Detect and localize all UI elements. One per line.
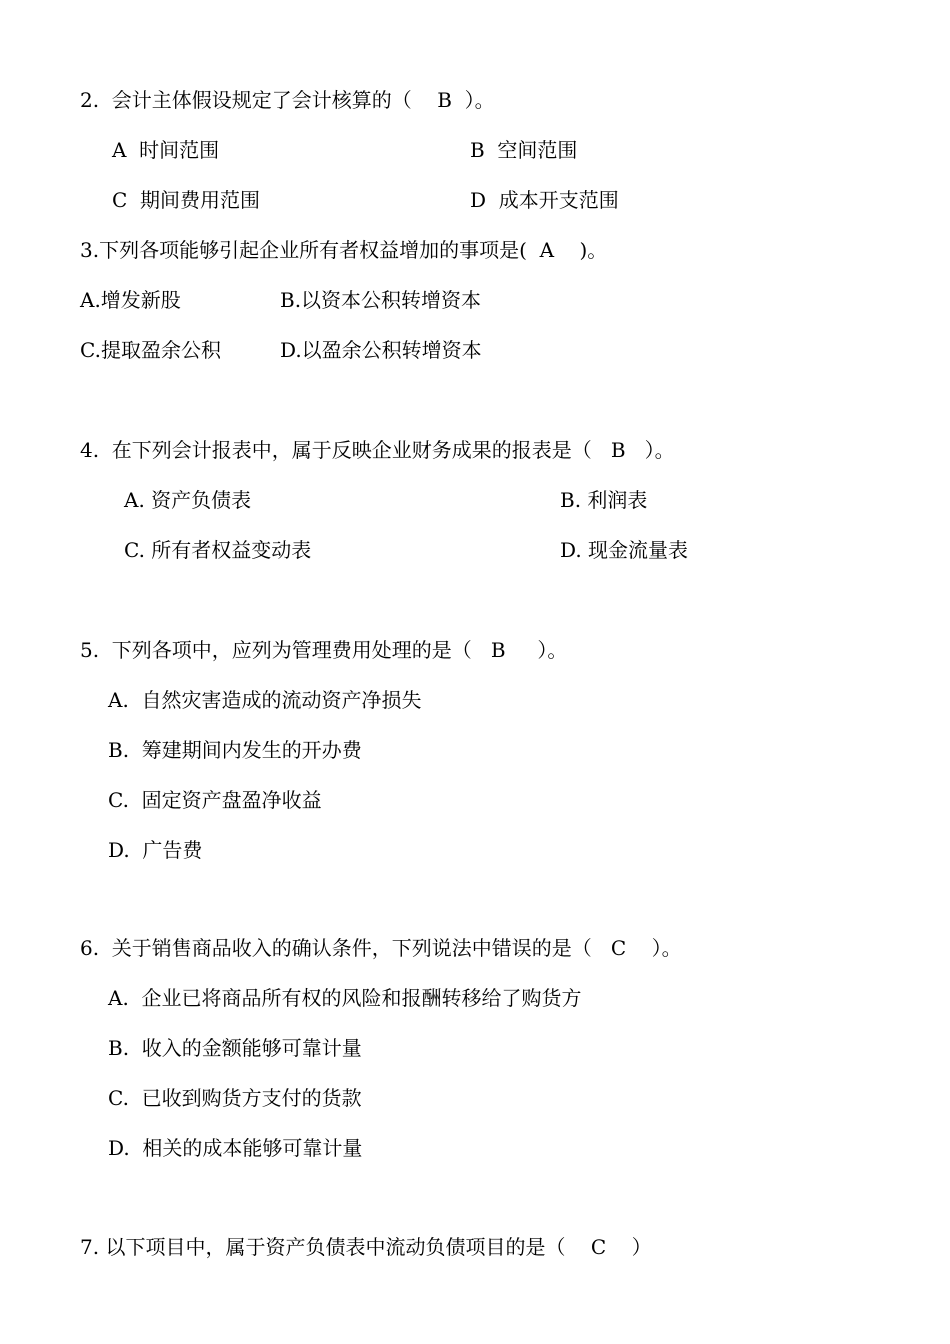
question-6-option-b: B. 收入的金额能够可靠计量	[108, 1036, 362, 1060]
question-2-option-b: B 空间范围	[470, 138, 578, 162]
question-3-option-d: D.以盈余公积转增资本	[280, 338, 482, 362]
question-4-stem: 4. 在下列会计报表中，属于反映企业财务成果的报表是（ B ）。	[80, 438, 675, 462]
question-3-option-b: B.以资本公积转增资本	[280, 288, 482, 312]
question-2-stem: 2. 会计主体假设规定了会计核算的（ B ）。	[80, 88, 495, 112]
question-5-option-d: D. 广告费	[108, 838, 203, 862]
question-3-option-c: C.提取盈余公积	[80, 338, 221, 362]
question-3-option-a: A.增发新股	[80, 288, 181, 312]
question-4-option-a: A. 资产负债表	[124, 488, 252, 512]
question-2-option-c: C 期间费用范围	[112, 188, 261, 212]
question-6-option-d: D. 相关的成本能够可靠计量	[108, 1136, 363, 1160]
question-5-stem: 5. 下列各项中，应列为管理费用处理的是（ B ）。	[80, 638, 568, 662]
question-6-stem: 6. 关于销售商品收入的确认条件，下列说法中错误的是（ C ）。	[80, 936, 682, 960]
question-5-option-b: B. 筹建期间内发生的开办费	[108, 738, 362, 762]
question-4-option-c: C. 所有者权益变动表	[124, 538, 312, 562]
question-3-stem: 3.下列各项能够引起企业所有者权益增加的事项是( A )。	[80, 238, 608, 262]
question-5-option-c: C. 固定资产盘盈净收益	[108, 788, 322, 812]
question-6-option-a: A. 企业已将商品所有权的风险和报酬转移给了购货方	[108, 986, 582, 1010]
question-7-stem: 7. 以下项目中，属于资产负债表中流动负债项目的是（ C ）	[80, 1235, 652, 1259]
question-2-option-d: D 成本开支范围	[470, 188, 619, 212]
question-6-option-c: C. 已收到购货方支付的货款	[108, 1086, 362, 1110]
question-4-option-d: D. 现金流量表	[560, 538, 689, 562]
question-5-option-a: A. 自然灾害造成的流动资产净损失	[108, 688, 422, 712]
question-4-option-b: B. 利润表	[560, 488, 648, 512]
question-2-option-a: A 时间范围	[112, 138, 220, 162]
